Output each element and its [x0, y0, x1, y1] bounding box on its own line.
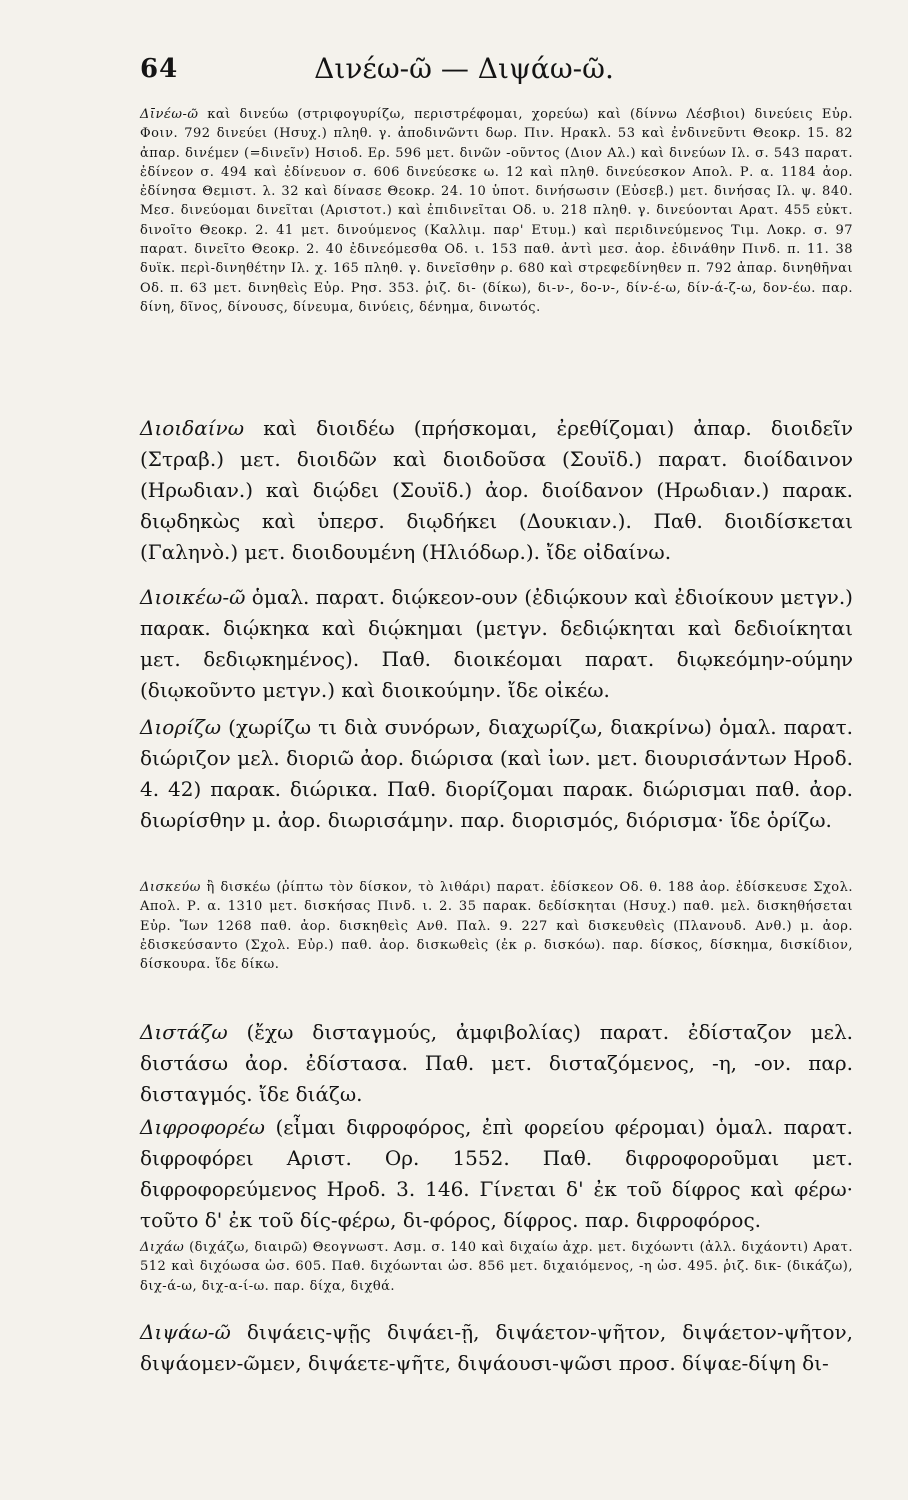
headword: Διχάω: [140, 1240, 185, 1255]
entry-body: (εἶμαι διφροφόρος, ἐπὶ φορείου φέρομαι) ὁμαλ. παρατ. διφροφόρει Αριστ. Ορ. 1552. Παθ. διφροφοροῦμαι μετ. διφροφορεύμενος Ηροδ. 3. 146. Γίνεται δ' ἐκ τοῦ δίφρος καὶ φέρω· τοῦτο δ' ἐκ τοῦ δίς-φέρω, δι-φόρος, δίφρος. παρ. διφροφόρος.: [140, 1115, 854, 1232]
entry-diskeuo: [140, 878, 853, 974]
entry-body: (ἔχω δισταγμούς, ἀμφιβολίας) παρατ. ἐδίσταζον μελ. διστάσω ἀορ. ἐδίστασα. Παθ. μετ. δισταζόμενος, -η, -ον. παρ. δισταγμός. ἴδε διάζω.: [140, 1020, 854, 1106]
entry-diorizo: [140, 712, 853, 836]
headword: Διψάω-ῶ: [140, 1320, 231, 1344]
headword: Διφροφορέω: [140, 1115, 265, 1139]
entry-body: ἢ δισκέω (ῥίπτω τὸν δίσκον, τὸ λιθάρι) παρατ. ἐδίσκεον Οδ. θ. 188 ἀορ. ἐδίσκευσε Σχολ. Απολ. Ρ. α. 1310 μετ. δισκήσας Πινδ. ι. 2. 35 παρακ. δεδίσκηται (Ησυχ.) παθ. μελ. δισκηθήσεται Εὐρ. Ἴων 1268 παθ. ἀορ. δισκηθεὶς Ανθ. Παλ. 9. 227 καὶ δισκευθεὶς (Πλανουδ. Ανθ.) μ. ἀορ. ἐδισκεύσαντο (Σχολ. Εὐρ.) παθ. ἀορ. δισκωθεὶς (ἐκ ρ. δισκόω). παρ. δίσκος, δίσκημα, δισκίδιον, δίσκουρα. ἴδε δίκω.: [140, 880, 853, 973]
page-number: 64: [140, 54, 179, 84]
headword: Διστάζω: [140, 1020, 228, 1044]
headword: Διοιδαίνω: [140, 416, 245, 440]
headword: Διοικέω-ῶ: [140, 585, 246, 609]
entry-dichao: [140, 1238, 853, 1296]
entry-dioidaino: [140, 413, 853, 568]
headword: Δισκεύω: [140, 880, 201, 895]
entry-dipsao: [140, 1317, 853, 1379]
entry-body: καὶ διοιδέω (πρήσκομαι, ἐρεθίζομαι) ἀπαρ. διοιδεῖν (Στραβ.) μετ. διοιδῶν καὶ διοιδοῦσα (Σουϊδ.) παρατ. διοίδαινον (Ηρωδιαν.) καὶ διῴδει (Σουϊδ.) ἀορ. διοίδανον (Ηρωδιαν.) παρακ. διῳδηκὼς καὶ ὑπερσ. διῳδήκει (Δουκιαν.). Παθ. διοιδίσκεται (Γαληνὸ.) μετ. διοιδουμένη (Ηλιόδωρ.). ἴδε οἰδαίνω.: [140, 416, 854, 564]
entry-distazo: [140, 1017, 853, 1110]
entry-diphrophoreo: [140, 1112, 853, 1236]
entry-body: ὁμαλ. παρατ. διῴκεον-ουν (ἐδιῴκουν καὶ ἐδιοίκουν μετγν.) παρακ. διῴκηκα καὶ διῴκημαι (μετγν. δεδιῴκηται καὶ δεδιοίκηται μετ. δεδιῳκημένος). Παθ. διοικέομαι παρατ. διῳκεόμην-ούμην (διῳκοῦντο μετγν.) καὶ διοικούμην. ἴδε οἰκέω.: [140, 585, 853, 702]
entry-body: (διχάζω, διαιρῶ) Θεογνωστ. Ασμ. σ. 140 καὶ διχαίω ἀχρ. μετ. διχόωντι (ἀλλ. διχάοντι) Αρατ. 512 καὶ διχόωσα ὡσ. 605. Παθ. διχόωνται ὡσ. 856 μετ. διχαιόμενος, -η ὡσ. 495. ῥιζ. δικ- (δικάζω), διχ-ά-ω, διχ-α-ί-ω. παρ. δίχα, διχθά.: [140, 1240, 853, 1294]
entry-body: καὶ δινεύω (στριφογυρίζω, περιστρέφομαι, χορεύω) καὶ (δίννω Λέσβιοι) δινεύεις Εὐρ. Φοιν. 792 δινεύει (Ησυχ.) πληθ. γ. ἀποδινῶντι δωρ. Πιν. Ηρακλ. 53 καὶ ἐνδινεῦντι Θεοκρ. 15. 82 ἀπαρ. δινέμεν (=δινεῖν) Ησιοδ. Ερ. 596 μετ. δινῶν -οῦντος (Διον Αλ.) καὶ δινεύων Ιλ. σ. 543 παρατ. ἐδίνεον σ. 494 καὶ ἐδίνευον σ. 606 δινεύεσκε ω. 12 καὶ πληθ. δινεύεσκον Απολ. Ρ. α. 1184 ἀορ. ἐδίνησα Θεμιστ. λ. 32 καὶ δίνασε Θεοκρ. 24. 10 ὑποτ. δινήσωσιν (Εὐσεβ.) μετ. δινήσας Ιλ. ψ. 840. Μεσ. δινεύομαι δινεῖται (Αριστοτ.) καὶ ἐπιδινεῖται Οδ. υ. 218 πληθ. γ. δινεύονται Αρατ. 455 εὐκτ. δινοῖτο Θεοκρ. 2. 41 μετ. δινούμενος (Καλλιμ. παρ' Ετυμ.) καὶ περιδινεύμενος Τιμ. Λοκρ. σ. 97 παρατ. δινεῖτο Θεοκρ. 2. 40 ἐδινεόμεσθα Οδ. ι. 153 παθ. ἀντὶ μεσ. ἀορ. ἐδινάθην Πινδ. π. 11. 38 δυϊκ. περὶ-δινηθέτην Ιλ. χ. 165 πληθ. γ. δινεῖσθην ρ. 680 καὶ στρεφεδίνηθεν π. 792 ἀπαρ. δινηθῆναι Οδ. π. 63 μετ. δινηθεὶς Εὐρ. Ρησ. 353. ῥιζ. δι- (δίκω), δι-ν-, δο-ν-, δίν-έ-ω, δίν-ά-ζ-ω, δον-έω. παρ. δίνη, δῖνος, δίνουσς, δίνευμα, δινύεις, δένημα, δινωτός.: [140, 107, 853, 315]
headword: Δῑνέω-ῶ: [140, 107, 199, 122]
entry-body: διψάεις-ψῇς διψάει-ῇ, διψάετον-ψῆτον, διψάετον-ψῆτον, διψάομεν-ῶμεν, διψάετε-ψῆτε, διψάουσι-ψῶσι προσ. δίψαε-δίψη δι-: [140, 1320, 853, 1375]
entry-dineo: [140, 105, 853, 317]
headword: Διορίζω: [140, 715, 222, 739]
entry-dioikeo: [140, 582, 853, 706]
running-head: Δινέω-ῶ — Διψάω-ῶ.: [314, 52, 614, 85]
entry-body: (χωρίζω τι διὰ συνόρων, διαχωρίζω, διακρίνω) ὁμαλ. παρατ. διώριζον μελ. διοριῶ ἀορ. διώρισα (καὶ ἰων. μετ. διουρισάντων Ηροδ. 4. 42) παρακ. διώρικα. Παθ. διορίζομαι παρακ. διώρισμαι παθ. ἀορ. διωρίσθην μ. ἀορ. διωρισάμην. παρ. διορισμός, διόρισμα· ἴδε ὁρίζω.: [140, 715, 853, 832]
